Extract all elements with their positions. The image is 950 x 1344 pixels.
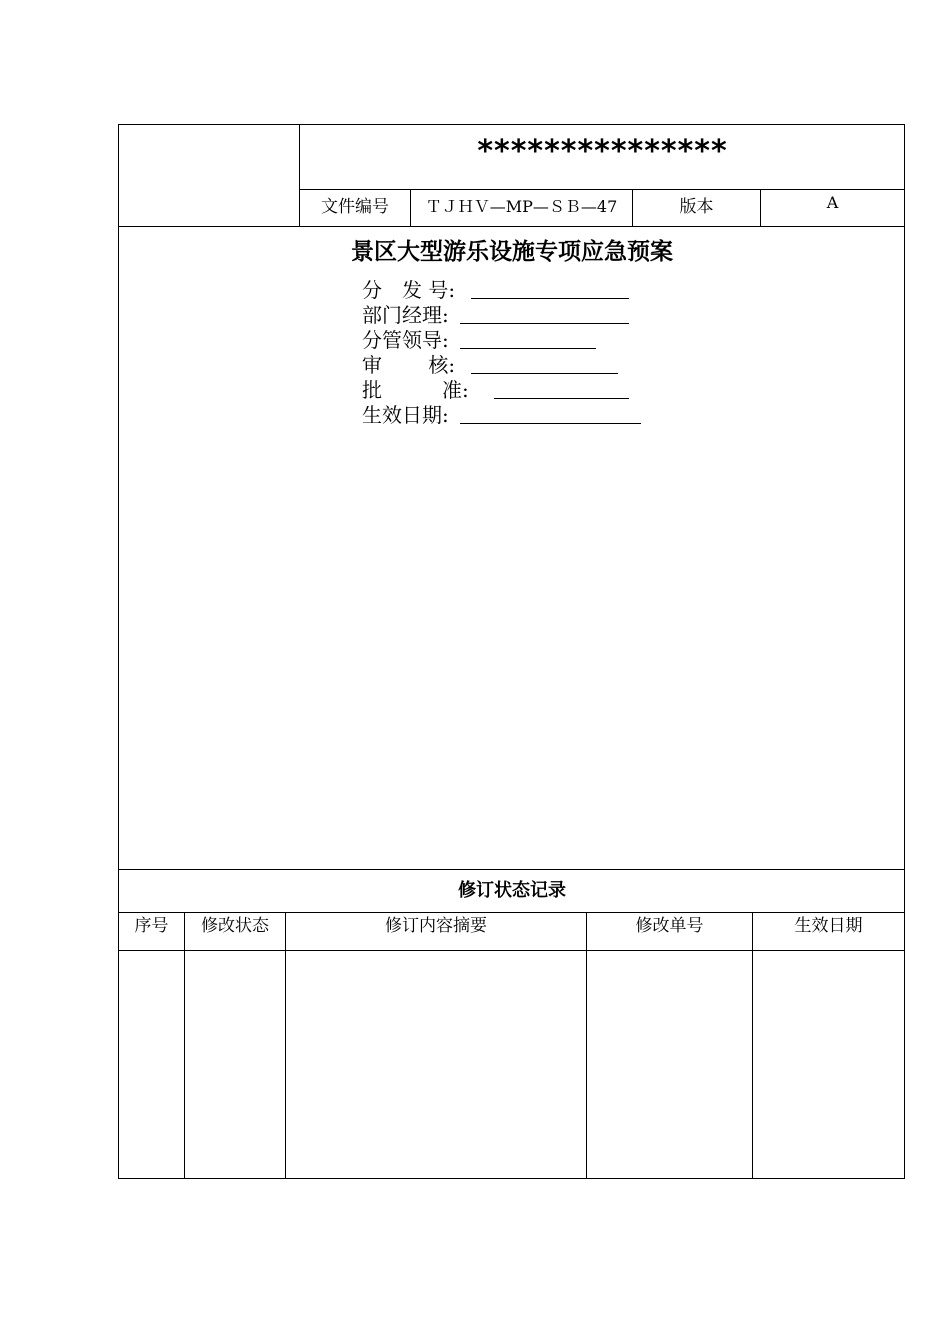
field-review-blank[interactable] xyxy=(471,373,618,374)
field-review: 审 核: xyxy=(362,353,456,377)
revision-header-top xyxy=(118,912,905,913)
version-label: 版本 xyxy=(679,197,714,217)
field-distribution-no-blank[interactable] xyxy=(471,298,629,299)
field-approval: 批 准: xyxy=(362,378,469,402)
border-top xyxy=(118,124,905,125)
field-department-manager-blank[interactable] xyxy=(460,323,629,324)
col-header-modification-status: 修改状态 xyxy=(201,916,269,936)
border-bottom xyxy=(118,1178,905,1179)
file-number-value: ＴＪＨＶ—MP—ＳＢ—47 xyxy=(425,197,618,216)
field-effective-date: 生效日期: xyxy=(362,403,449,427)
field-approval-blank[interactable] xyxy=(494,398,629,399)
header-bottom-line xyxy=(118,226,905,227)
field-supervising-leader-blank[interactable] xyxy=(460,348,596,349)
field-supervising-leader: 分管领导: xyxy=(362,328,449,352)
col-header-effective-date: 生效日期 xyxy=(794,916,863,936)
field-department-manager: 部门经理: xyxy=(362,303,449,327)
field-distribution-no: 分 发 号: xyxy=(362,278,456,302)
col-header-modification-no: 修改单号 xyxy=(635,916,704,936)
version-value: A xyxy=(826,193,839,212)
revision-section-top xyxy=(118,869,905,870)
border-right xyxy=(904,124,905,1179)
field-effective-date-blank[interactable] xyxy=(460,423,641,424)
revision-table-body xyxy=(119,951,904,1178)
company-name-masked: *************** xyxy=(477,134,728,169)
revision-record-title: 修订状态记录 xyxy=(458,880,566,901)
col-header-revision-summary: 修订内容摘要 xyxy=(385,916,487,936)
col-header-serial: 序号 xyxy=(134,916,169,936)
document-title: 景区大型游乐设施专项应急预案 xyxy=(351,239,673,265)
file-number-label: 文件编号 xyxy=(321,197,389,217)
header-row-divider xyxy=(299,189,905,190)
